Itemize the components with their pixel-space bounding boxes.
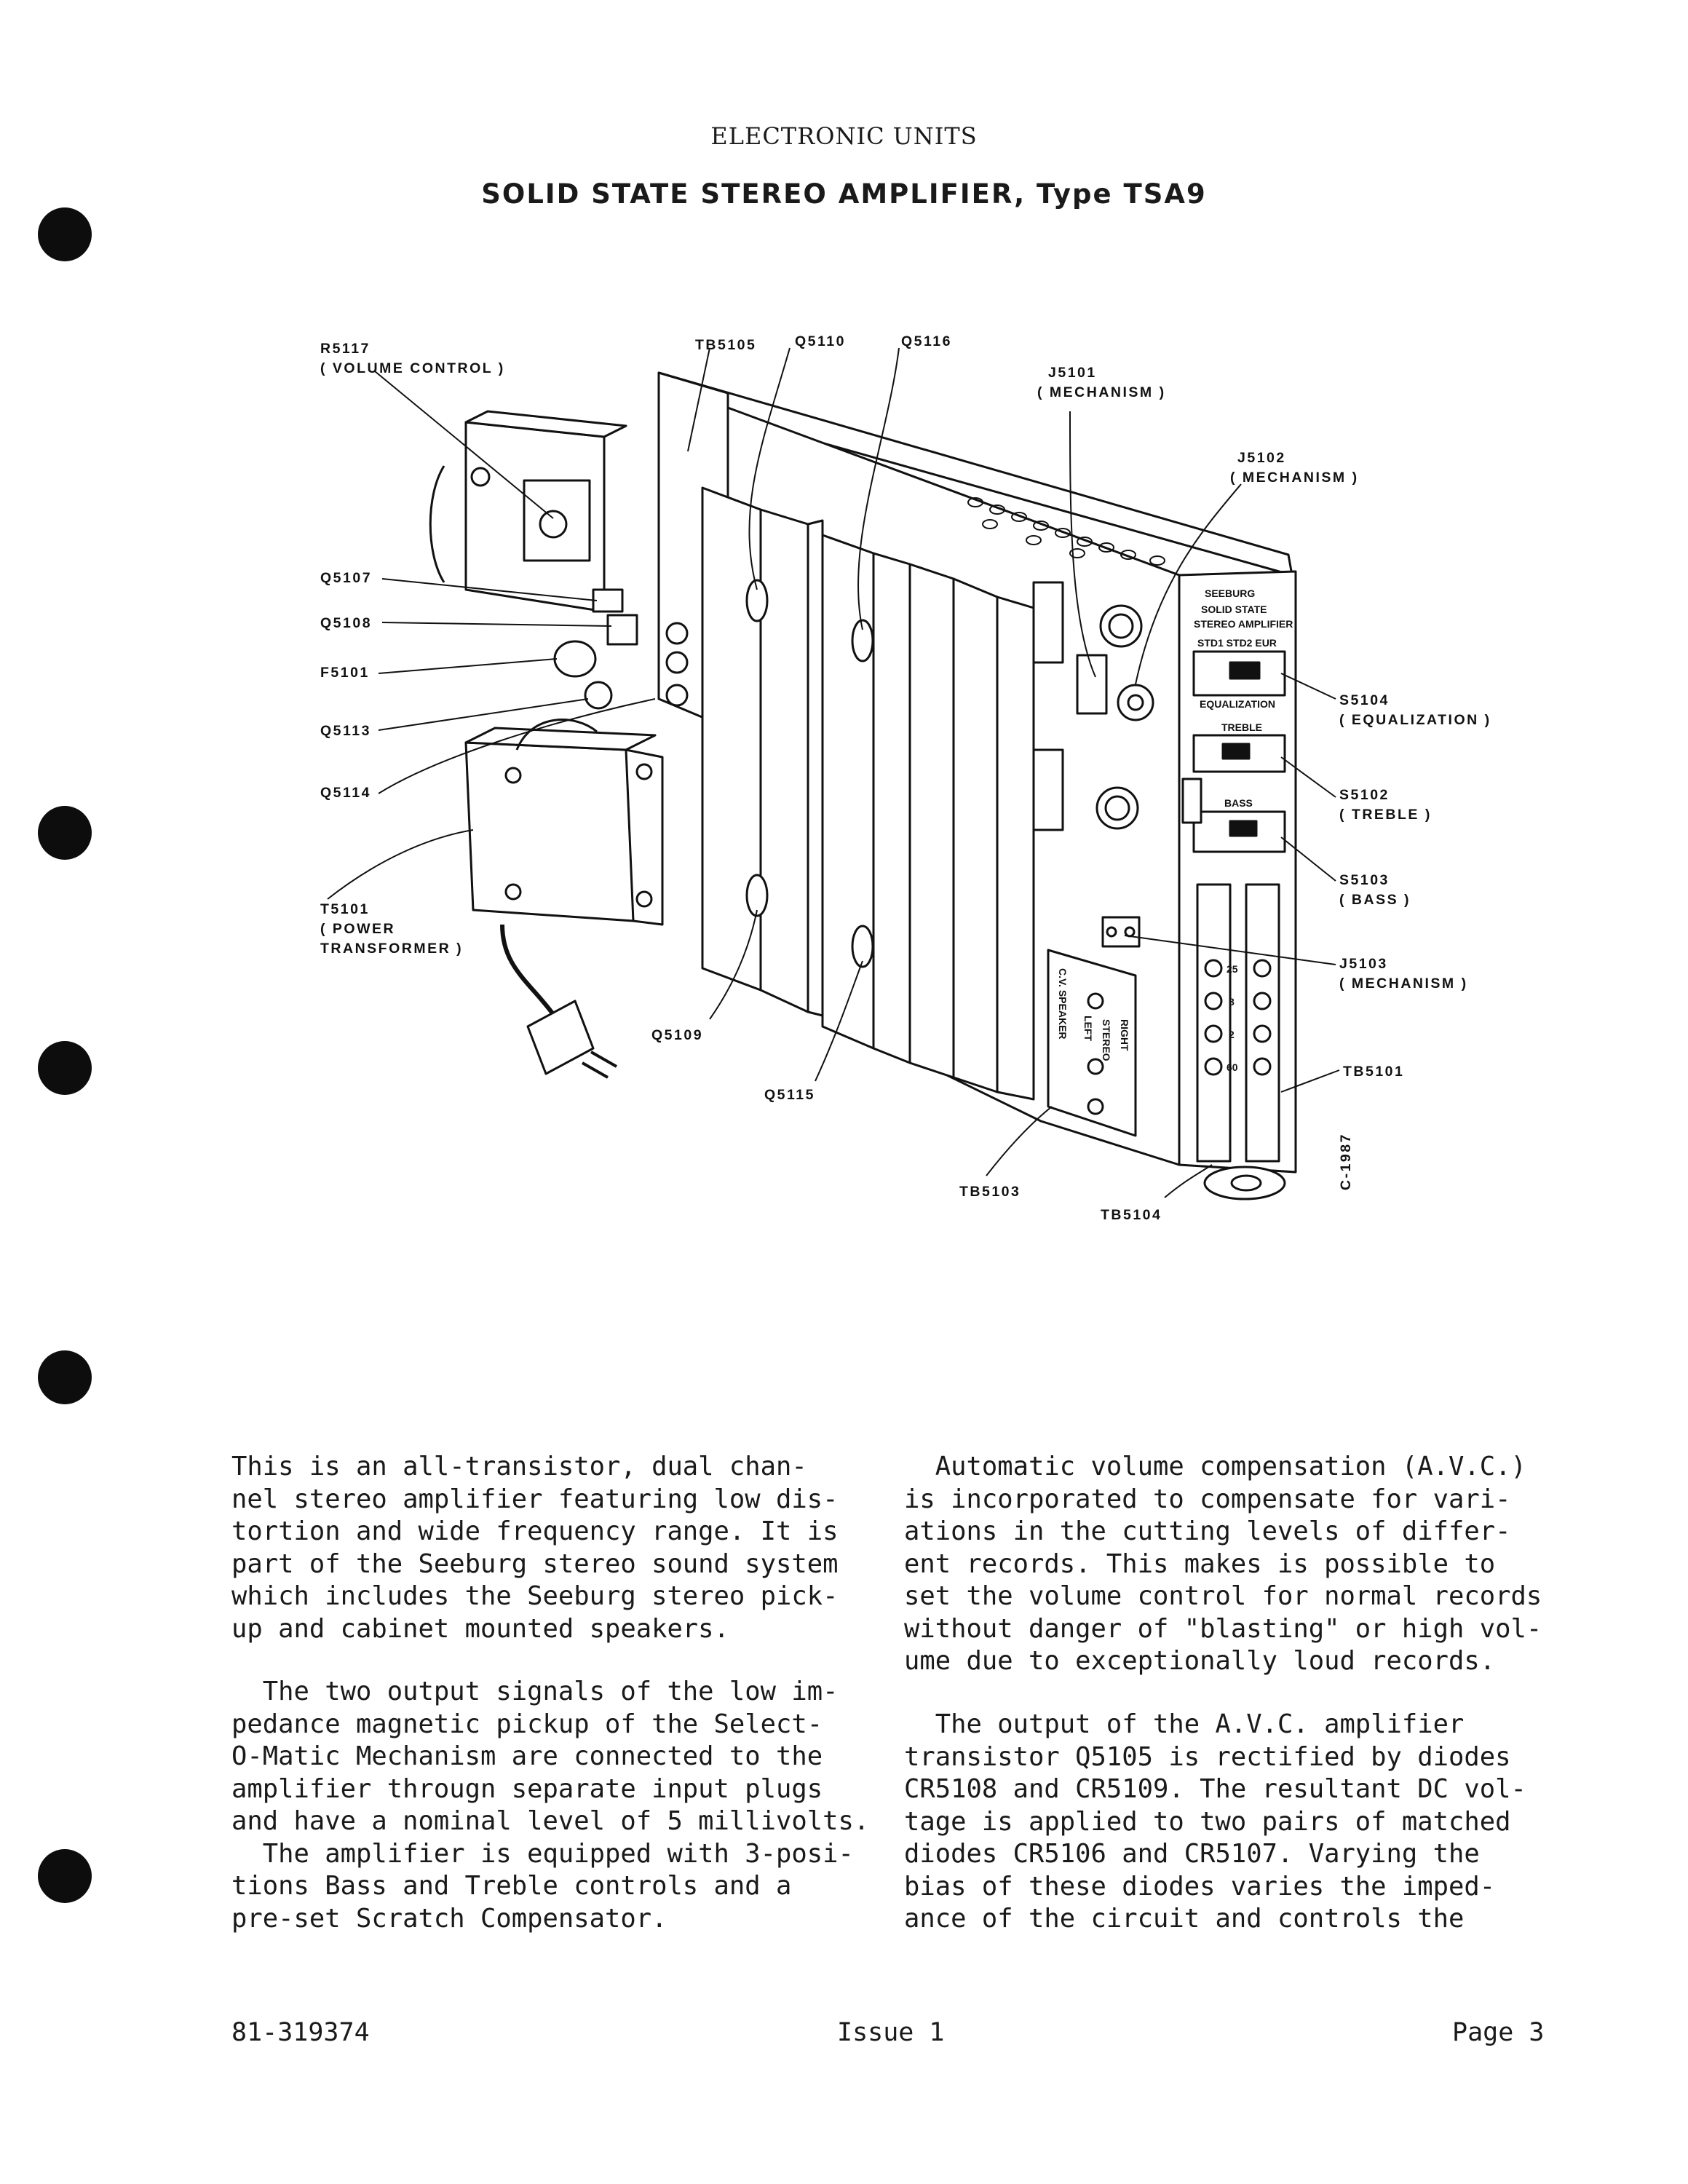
callout-s5103-sub: ( BASS ) [1339, 892, 1411, 908]
transistor-q5113 [585, 682, 611, 708]
callout-j5101-sub: ( MECHANISM ) [1037, 384, 1166, 400]
panel-tap: 25 [1227, 963, 1238, 975]
callout-j5102: J5102 [1237, 450, 1286, 466]
callout-tb5101: TB5101 [1343, 1064, 1405, 1080]
panel-tap: 2 [1229, 1029, 1235, 1040]
callout-j5103: J5103 [1339, 956, 1388, 972]
col2-paragraph-2: The output of the A.V.C. amplifier transistor Q5105 is rectified by diodes CR5108 and CR5109. The resultant DC vol- tage is applied to two pairs of matched diodes CR5106 and CR5107. Varying the bias of these diodes varies the imped- ance of the circuit and controls the [904, 1709, 1526, 1934]
panel-switch-label: STD1 STD2 EUR [1197, 637, 1277, 649]
panel-line2: STEREO AMPLIFIER [1194, 618, 1293, 630]
document-number: 81-319374 [231, 2018, 370, 2047]
col1-paragraph-1: This is an all-transistor, dual chan- nel stereo amplifier featuring low dis- tortion and wide frequency range. It is part of the Seeburg stereo sound system which includes the Seeburg stereo pick- up and cabinet mounted speakers. [231, 1452, 839, 1644]
callout-q5110: Q5110 [795, 333, 846, 349]
callout-q5109: Q5109 [651, 1027, 704, 1043]
callout-q5115: Q5115 [764, 1087, 815, 1103]
col1-paragraph-2: The two output signals of the low im- pedance magnetic pickup of the Select- O-Matic Mechanism are connected to the amplifier througn separate input plugs and have a nominal level of 5 millivolts. The amplifier is equipped with 3-posi- tions Bass and Treble controls and a pre-set Scratch Compensator. [231, 1677, 870, 1934]
transistor-q5108 [608, 615, 637, 644]
callout-tb5103: TB5103 [959, 1184, 1021, 1200]
binder-hole [38, 1350, 92, 1404]
panel-brand: SEEBURG [1205, 587, 1256, 599]
callout-s5104-sub: ( EQUALIZATION ) [1339, 712, 1491, 728]
transistor-q5107 [593, 590, 622, 612]
callout-t5101-sub1: ( POWER [320, 921, 396, 937]
col2-paragraph-1: Automatic volume compensation (A.V.C.) is incorporated to compensate for vari- ations in the cutting levels of differ- ent records. This makes is possible to set the volume control for normal records without danger of "blasting" or high vol- ume due to exceptionally loud records. [904, 1452, 1542, 1676]
callout-q5107: Q5107 [320, 570, 373, 586]
issue-number: Issue 1 [837, 2018, 945, 2047]
callout-r5117: R5117 [320, 341, 371, 357]
callout-tb5104: TB5104 [1101, 1207, 1162, 1223]
transistor-q5115 [852, 926, 873, 967]
transistor-q5110 [747, 580, 767, 621]
callout-s5103: S5103 [1339, 872, 1390, 888]
callout-tb5105: TB5105 [695, 337, 757, 353]
transistor-q5109 [747, 875, 767, 916]
callout-r5117-sub: ( VOLUME CONTROL ) [320, 360, 505, 376]
page-title: SOLID STATE STEREO AMPLIFIER, Type TSA9 [481, 178, 1207, 210]
callout-s5104: S5104 [1339, 692, 1390, 708]
panel-bass-label: BASS [1224, 797, 1253, 809]
fuse-f5101 [555, 641, 595, 676]
panel-right-label: RIGHT [1119, 1019, 1130, 1051]
page-number: Page 3 [1452, 2018, 1545, 2047]
panel-tap: 60 [1227, 1061, 1238, 1073]
callout-f5101: F5101 [320, 665, 370, 681]
power-cord [502, 925, 557, 1019]
callout-j5102-sub: ( MECHANISM ) [1230, 470, 1359, 486]
binder-hole [38, 1849, 92, 1903]
callout-q5113: Q5113 [320, 723, 371, 739]
panel-stereo-label: STEREO [1101, 1019, 1112, 1061]
callout-t5101: T5101 [320, 901, 370, 917]
callout-t5101-sub2: TRANSFORMER ) [320, 941, 464, 957]
callout-q5114: Q5114 [320, 785, 371, 801]
drawing-number: C-1987 [1338, 1133, 1354, 1190]
section-heading: ELECTRONIC UNITS [710, 122, 978, 150]
panel-speaker-label: C.V. SPEAKER [1057, 968, 1069, 1040]
callout-s5102-sub: ( TREBLE ) [1339, 807, 1432, 823]
terminal-strip-tb5104 [1197, 885, 1230, 1161]
panel-tap: 8 [1229, 996, 1235, 1008]
panel-left-label: LEFT [1082, 1016, 1094, 1041]
panel-line1: SOLID STATE [1201, 604, 1267, 615]
callout-q5116: Q5116 [901, 333, 952, 349]
callout-j5103-sub: ( MECHANISM ) [1339, 976, 1468, 992]
callout-s5102: S5102 [1339, 787, 1390, 803]
panel-equalization-label: EQUALIZATION [1200, 698, 1275, 710]
callout-q5108: Q5108 [320, 615, 373, 631]
terminal-strip-tb5101 [1246, 885, 1279, 1161]
callout-j5101: J5101 [1048, 365, 1097, 381]
panel-treble-label: TREBLE [1221, 721, 1262, 733]
